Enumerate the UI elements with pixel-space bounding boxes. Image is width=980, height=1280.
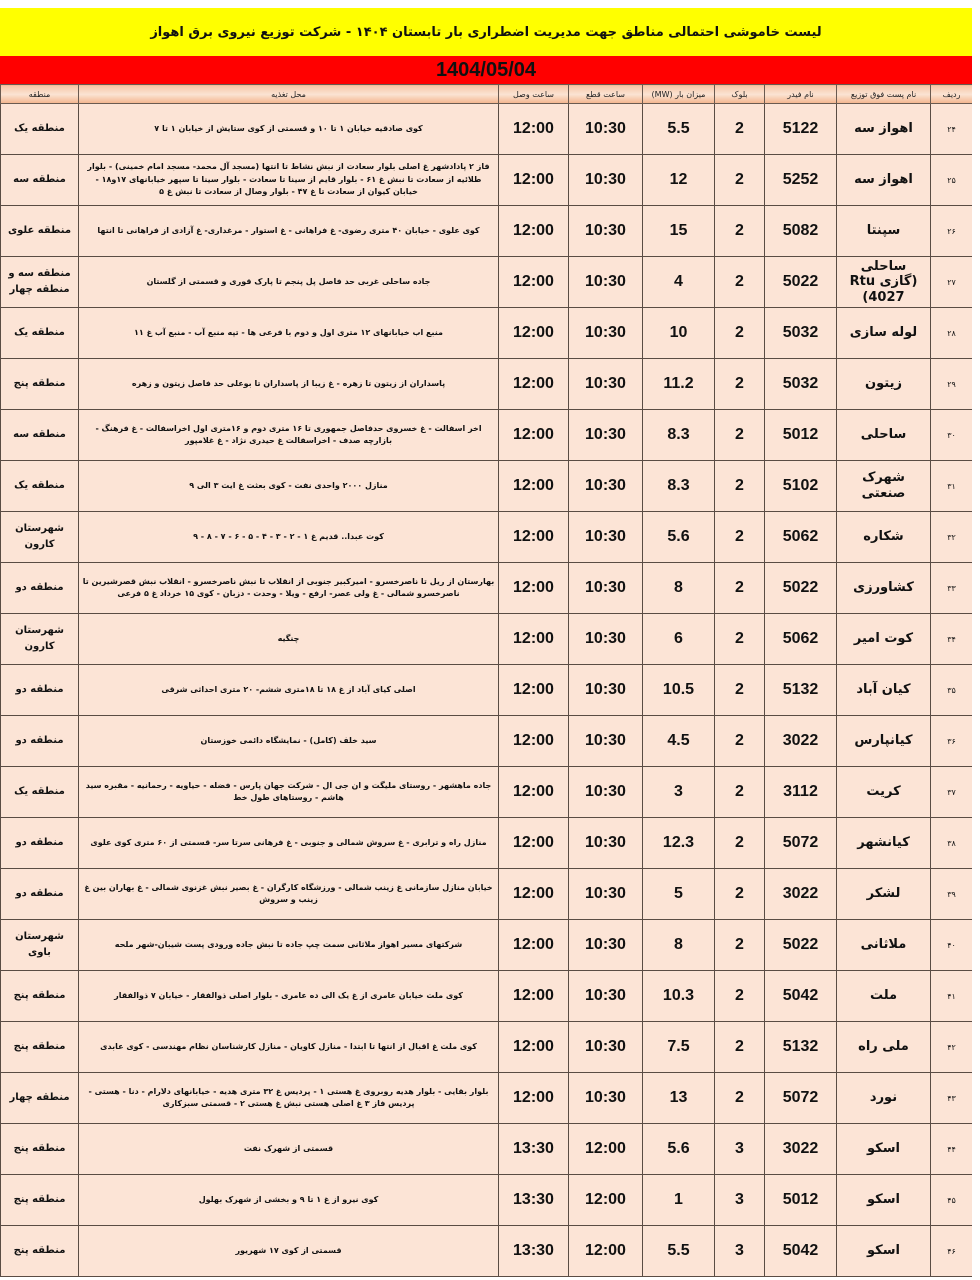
cut-time-cell: 10:30 xyxy=(569,1022,643,1073)
cut-time-cell: 10:30 xyxy=(569,206,643,257)
feeder-name-cell: 5132 xyxy=(765,1022,837,1073)
table-row xyxy=(1,104,973,155)
cut-time-cell: 10:30 xyxy=(569,767,643,818)
table-row xyxy=(1,359,973,410)
cut-time-cell: 12:00 xyxy=(569,1226,643,1277)
col-header-load: میزان بار (MW) xyxy=(643,85,715,104)
connect-time-cell: 12:00 xyxy=(499,461,569,512)
zone-name-cell: منطقه دو xyxy=(1,716,79,767)
table-row xyxy=(1,1022,973,1073)
zone-name-cell: منطقه پنج xyxy=(1,359,79,410)
block-number-cell: 3 xyxy=(715,1226,765,1277)
connect-time-cell: 12:00 xyxy=(499,665,569,716)
header-row xyxy=(1,85,973,104)
supply-location-cell: شرکتهای مسیر اهواز ملاثانی سمت چپ جاده تا نبش جاده ورودی پست شیبان-شهر ملحه xyxy=(79,920,499,971)
zone-name-cell: منطقه پنج xyxy=(1,1175,79,1226)
load-mw-cell: 15 xyxy=(643,206,715,257)
zone-name-cell: شهرستان کارون xyxy=(1,512,79,563)
cut-time-cell: 10:30 xyxy=(569,614,643,665)
load-mw-cell: 12.3 xyxy=(643,818,715,869)
substation-name-cell: کیانشهر xyxy=(837,818,931,869)
connect-time-cell: 12:00 xyxy=(499,1022,569,1073)
block-number-cell: 3 xyxy=(715,1124,765,1175)
table-row xyxy=(1,1073,973,1124)
zone-name-cell: منطقه چهار xyxy=(1,1073,79,1124)
substation-name-cell: کیانپارس xyxy=(837,716,931,767)
block-number-cell: 2 xyxy=(715,869,765,920)
row-number-cell: ۲۵ xyxy=(931,155,973,206)
substation-name-cell: اهواز سه xyxy=(837,155,931,206)
load-mw-cell: 10.5 xyxy=(643,665,715,716)
block-number-cell: 2 xyxy=(715,512,765,563)
supply-location-cell: قسمتی از شهرک نفت xyxy=(79,1124,499,1175)
connect-time-cell: 12:00 xyxy=(499,206,569,257)
substation-name-cell: لوله سازی xyxy=(837,308,931,359)
row-number-cell: ۴۵ xyxy=(931,1175,973,1226)
cut-time-cell: 10:30 xyxy=(569,257,643,308)
block-number-cell: 2 xyxy=(715,716,765,767)
row-number-cell: ۲۸ xyxy=(931,308,973,359)
supply-location-cell: اخر اسفالت - غ خسروی حدفاصل جمهوری تا ۱۶ متری دوم و ۱۶متری اول اخراسفالت - غ فرهنگ - بازارچه صدف - اخراسفالت غ حیدری نژاد - غ غلامپور xyxy=(79,410,499,461)
supply-location-cell: اصلی کیای آباد از غ ۱۸ تا ۱۸متری ششم- ۲۰ متری احداثی شرقی xyxy=(79,665,499,716)
row-number-cell: ۳۹ xyxy=(931,869,973,920)
supply-location-cell: کوی علوی - خیابان ۴۰ متری رضوی- غ فراهانی - غ استوار - مرغداری- غ آزادی از فراهانی تا انتها xyxy=(79,206,499,257)
zone-name-cell: منطقه دو xyxy=(1,869,79,920)
block-number-cell: 2 xyxy=(715,410,765,461)
cut-time-cell: 12:00 xyxy=(569,1175,643,1226)
supply-location-cell: کوی صادقیه خیابان ۱ تا ۱۰ و قسمتی از کوی ستایش از خیابان ۱ تا ۷ xyxy=(79,104,499,155)
table-row xyxy=(1,257,973,308)
substation-name-cell: کریت xyxy=(837,767,931,818)
supply-location-cell: جاده ماهشهر - روستای ملیگت و ان جی ال - شرکت جهان پارس - فضله - حیاویه - رحمانیه - مقبره سید هاشم - روستاهای طول خط xyxy=(79,767,499,818)
load-mw-cell: 5 xyxy=(643,869,715,920)
zone-name-cell: منطقه دو xyxy=(1,563,79,614)
block-number-cell: 2 xyxy=(715,665,765,716)
feeder-name-cell: 5252 xyxy=(765,155,837,206)
col-header-row-no: ردیف xyxy=(931,85,973,104)
page-title xyxy=(0,8,972,57)
block-number-cell: 2 xyxy=(715,563,765,614)
zone-name-cell: شهرستان کارون xyxy=(1,614,79,665)
feeder-name-cell: 5012 xyxy=(765,1175,837,1226)
col-header-cut-time: ساعت قطع xyxy=(569,85,643,104)
cut-time-cell: 10:30 xyxy=(569,155,643,206)
zone-name-cell: منطقه یک xyxy=(1,767,79,818)
cut-time-cell: 10:30 xyxy=(569,512,643,563)
zone-name-cell: منطقه پنج xyxy=(1,1124,79,1175)
table-row xyxy=(1,920,973,971)
block-number-cell: 2 xyxy=(715,461,765,512)
feeder-name-cell: 5122 xyxy=(765,104,837,155)
connect-time-cell: 12:00 xyxy=(499,614,569,665)
block-number-cell: 2 xyxy=(715,920,765,971)
cut-time-cell: 10:30 xyxy=(569,665,643,716)
connect-time-cell: 13:30 xyxy=(499,1175,569,1226)
cut-time-cell: 10:30 xyxy=(569,308,643,359)
load-mw-cell: 10.3 xyxy=(643,971,715,1022)
feeder-name-cell: 3022 xyxy=(765,869,837,920)
cut-time-cell: 10:30 xyxy=(569,716,643,767)
block-number-cell: 2 xyxy=(715,818,765,869)
table-row xyxy=(1,410,973,461)
feeder-name-cell: 5062 xyxy=(765,614,837,665)
zone-name-cell: منطقه سه xyxy=(1,410,79,461)
connect-time-cell: 12:00 xyxy=(499,359,569,410)
col-header-connect-time: ساعت وصل xyxy=(499,85,569,104)
col-header-zone: منطقه xyxy=(1,85,79,104)
connect-time-cell: 12:00 xyxy=(499,104,569,155)
feeder-name-cell: 5032 xyxy=(765,359,837,410)
load-mw-cell: 11.2 xyxy=(643,359,715,410)
block-number-cell: 2 xyxy=(715,971,765,1022)
supply-location-cell: بلوار بقایی - بلوار هدیه روبروی غ هستی ۱ - پردیس غ ۳۲ متری هدیه - خیابانهای دلارام - دنا - هستی - پردیس فاز ۳ غ اصلی هستی نبش غ هستی ۲ - قسمتی سبزکاری xyxy=(79,1073,499,1124)
load-mw-cell: 3 xyxy=(643,767,715,818)
load-mw-cell: 4 xyxy=(643,257,715,308)
supply-location-cell: بهارستان از ریل تا ناصرخسرو - امیرکبیر جنوبی از انقلاب تا نبش ناصرخسرو - انقلاب نبش قصرشیرین تا ناصرخسرو شمالی - غ ولی عصر- ارفع - ویلا - وحدت - دزبان - کوی ۱۵ خرداد غ ۵ فرعی xyxy=(79,563,499,614)
substation-name-cell: اهواز سه xyxy=(837,104,931,155)
row-number-cell: ۲۷ xyxy=(931,257,973,308)
row-number-cell: ۳۸ xyxy=(931,818,973,869)
feeder-name-cell: 3022 xyxy=(765,716,837,767)
cut-time-cell: 10:30 xyxy=(569,971,643,1022)
table-row xyxy=(1,461,973,512)
feeder-name-cell: 5042 xyxy=(765,1226,837,1277)
row-number-cell: ۳۴ xyxy=(931,614,973,665)
feeder-name-cell: 5022 xyxy=(765,920,837,971)
row-number-cell: ۲۴ xyxy=(931,104,973,155)
zone-name-cell: منطقه دو xyxy=(1,665,79,716)
col-header-location: محل تغذیه xyxy=(79,85,499,104)
load-mw-cell: 8 xyxy=(643,920,715,971)
zone-name-cell: منطقه یک xyxy=(1,461,79,512)
row-number-cell: ۴۲ xyxy=(931,1022,973,1073)
substation-name-cell: کوت امیر xyxy=(837,614,931,665)
zone-name-cell: منطقه یک xyxy=(1,104,79,155)
table-row xyxy=(1,563,973,614)
table-row xyxy=(1,818,973,869)
substation-name-cell: شکاره xyxy=(837,512,931,563)
row-number-cell: ۳۶ xyxy=(931,716,973,767)
supply-location-cell: کوی نیرو از غ ۱ تا ۹ و بخشی از شهرک بهلول xyxy=(79,1175,499,1226)
table-row xyxy=(1,1226,973,1277)
connect-time-cell: 13:30 xyxy=(499,1124,569,1175)
table-row xyxy=(1,1124,973,1175)
table-row xyxy=(1,206,973,257)
feeder-name-cell: 5072 xyxy=(765,818,837,869)
cut-time-cell: 10:30 xyxy=(569,818,643,869)
substation-name-cell: لشکر xyxy=(837,869,931,920)
supply-location-cell: کوت عبدا.. قدیم غ ۱ - ۲ - ۳ - ۴ - ۵ - ۶ - ۷ - ۸ - ۹ xyxy=(79,512,499,563)
load-mw-cell: 8 xyxy=(643,563,715,614)
supply-location-cell: پاسداران از زیتون تا زهره - غ زیبا از پاسداران تا بوعلی حد فاصل زیتون و زهره xyxy=(79,359,499,410)
block-number-cell: 2 xyxy=(715,767,765,818)
col-header-feeder: نام فیدر xyxy=(765,85,837,104)
feeder-name-cell: 3112 xyxy=(765,767,837,818)
connect-time-cell: 12:00 xyxy=(499,920,569,971)
block-number-cell: 2 xyxy=(715,308,765,359)
row-number-cell: ۴۴ xyxy=(931,1124,973,1175)
connect-time-cell: 12:00 xyxy=(499,155,569,206)
row-number-cell: ۴۱ xyxy=(931,971,973,1022)
load-mw-cell: 10 xyxy=(643,308,715,359)
supply-location-cell: منازل راه و ترابری - غ سروش شمالی و جنوبی - غ فرهانی سرتا سر- قسمتی از ۶۰ متری کوی علوی xyxy=(79,818,499,869)
feeder-name-cell: 3022 xyxy=(765,1124,837,1175)
feeder-name-cell: 5132 xyxy=(765,665,837,716)
substation-name-cell: اسکو xyxy=(837,1124,931,1175)
row-number-cell: ۲۶ xyxy=(931,206,973,257)
substation-name-cell: ملاثانی xyxy=(837,920,931,971)
supply-location-cell: منازل ۲۰۰۰ واحدی نفت - کوی بعثت غ ایت ۳ الی ۹ xyxy=(79,461,499,512)
substation-name-cell: ساحلی (گازی Rtu 4027) xyxy=(837,257,931,308)
zone-name-cell: منطقه یک xyxy=(1,308,79,359)
load-mw-cell: 7.5 xyxy=(643,1022,715,1073)
zone-name-cell: منطقه علوی xyxy=(1,206,79,257)
load-mw-cell: 8.3 xyxy=(643,410,715,461)
row-number-cell: ۳۵ xyxy=(931,665,973,716)
zone-name-cell: منطقه پنج xyxy=(1,1226,79,1277)
zone-name-cell: شهرستان باوی xyxy=(1,920,79,971)
page-margin xyxy=(972,8,980,1280)
supply-location-cell: خیابان منازل سازمانی غ زینب شمالی - ورزشگاه کارگران - غ بصیر نبش غزنوی شمالی - غ بهاران بین غ زینب و سروش xyxy=(79,869,499,920)
block-number-cell: 2 xyxy=(715,257,765,308)
block-number-cell: 2 xyxy=(715,614,765,665)
connect-time-cell: 12:00 xyxy=(499,1073,569,1124)
connect-time-cell: 13:30 xyxy=(499,1226,569,1277)
row-number-cell: ۲۹ xyxy=(931,359,973,410)
load-mw-cell: 12 xyxy=(643,155,715,206)
row-number-cell: ۳۱ xyxy=(931,461,973,512)
connect-time-cell: 12:00 xyxy=(499,512,569,563)
block-number-cell: 2 xyxy=(715,1073,765,1124)
supply-location-cell: کوی ملت غ اقبال از انتها تا ابتدا - منازل کاویان - منازل کارشناسان نظام مهندسی - کوی عابدی xyxy=(79,1022,499,1073)
col-header-block: بلوک xyxy=(715,85,765,104)
row-number-cell: ۴۳ xyxy=(931,1073,973,1124)
substation-name-cell: سپنتا xyxy=(837,206,931,257)
date-text: 1404/05/04 xyxy=(435,58,537,81)
connect-time-cell: 12:00 xyxy=(499,971,569,1022)
zone-name-cell: منطقه سه و منطقه چهار xyxy=(1,257,79,308)
date-banner xyxy=(0,56,972,84)
col-header-substation: نام پست فوق توزیع xyxy=(837,85,931,104)
substation-name-cell: ساحلی xyxy=(837,410,931,461)
connect-time-cell: 12:00 xyxy=(499,767,569,818)
table-row xyxy=(1,869,973,920)
supply-location-cell: چنگیه xyxy=(79,614,499,665)
feeder-name-cell: 5012 xyxy=(765,410,837,461)
table-row xyxy=(1,767,973,818)
connect-time-cell: 12:00 xyxy=(499,818,569,869)
substation-name-cell: شهرک صنعتی xyxy=(837,461,931,512)
cut-time-cell: 10:30 xyxy=(569,869,643,920)
feeder-name-cell: 5062 xyxy=(765,512,837,563)
cut-time-cell: 10:30 xyxy=(569,104,643,155)
connect-time-cell: 12:00 xyxy=(499,716,569,767)
table-row xyxy=(1,614,973,665)
row-number-cell: ۳۳ xyxy=(931,563,973,614)
cut-time-cell: 10:30 xyxy=(569,359,643,410)
table-row xyxy=(1,1175,973,1226)
table-row xyxy=(1,971,973,1022)
zone-name-cell: منطقه سه xyxy=(1,155,79,206)
row-number-cell: ۴۰ xyxy=(931,920,973,971)
supply-location-cell: قسمتی از کوی ۱۷ شهریور xyxy=(79,1226,499,1277)
table-row xyxy=(1,665,973,716)
load-mw-cell: 8.3 xyxy=(643,461,715,512)
feeder-name-cell: 5022 xyxy=(765,257,837,308)
cut-time-cell: 10:30 xyxy=(569,563,643,614)
block-number-cell: 2 xyxy=(715,155,765,206)
row-number-cell: ۳۷ xyxy=(931,767,973,818)
table-row xyxy=(1,155,973,206)
load-mw-cell: 5.5 xyxy=(643,104,715,155)
block-number-cell: 3 xyxy=(715,1175,765,1226)
substation-name-cell: اسکو xyxy=(837,1175,931,1226)
substation-name-cell: کیان آباد xyxy=(837,665,931,716)
block-number-cell: 2 xyxy=(715,206,765,257)
substation-name-cell: نورد xyxy=(837,1073,931,1124)
feeder-name-cell: 5032 xyxy=(765,308,837,359)
load-mw-cell: 5.6 xyxy=(643,1124,715,1175)
supply-location-cell: فاز ۲ پادادشهر غ اصلی بلوار سعادت از نبش نشاط تا انتها (مسجد آل محمد- مسجد امام خمینی) - بلوار طلائیه از سعادت تا نبش غ ۶۱ - بلوار قایم از سینا تا سعادت - بلوار سینا تا سپهر خیابانهای ۱۷و۱۸ - خیابان کیوان از سعادت تا غ ۴۷ - بلوار وصال از سعادت تا نبش غ ۵ xyxy=(79,155,499,206)
substation-name-cell: کشاورزی xyxy=(837,563,931,614)
title-text: لیست خاموشی احتمالی مناطق جهت مدیریت اضطراری بار تابستان ۱۴۰۴ - شرکت توزیع نیروی برق اهواز xyxy=(150,24,822,40)
cut-time-cell: 12:00 xyxy=(569,1124,643,1175)
row-number-cell: ۴۶ xyxy=(931,1226,973,1277)
zone-name-cell: منطقه پنج xyxy=(1,1022,79,1073)
table-row xyxy=(1,716,973,767)
cut-time-cell: 10:30 xyxy=(569,1073,643,1124)
substation-name-cell: ملت xyxy=(837,971,931,1022)
load-mw-cell: 5.5 xyxy=(643,1226,715,1277)
supply-location-cell: جاده ساحلی غربی حد فاصل پل پنجم تا پارک قوری و قسمتی از گلستان xyxy=(79,257,499,308)
load-mw-cell: 13 xyxy=(643,1073,715,1124)
substation-name-cell: اسکو xyxy=(837,1226,931,1277)
cut-time-cell: 10:30 xyxy=(569,461,643,512)
connect-time-cell: 12:00 xyxy=(499,257,569,308)
block-number-cell: 2 xyxy=(715,104,765,155)
supply-location-cell: سید خلف (کامل) - نمایشگاه دائمی خوزستان xyxy=(79,716,499,767)
substation-name-cell: زیتون xyxy=(837,359,931,410)
row-number-cell: ۳۰ xyxy=(931,410,973,461)
connect-time-cell: 12:00 xyxy=(499,869,569,920)
connect-time-cell: 12:00 xyxy=(499,563,569,614)
block-number-cell: 2 xyxy=(715,1022,765,1073)
feeder-name-cell: 5042 xyxy=(765,971,837,1022)
load-mw-cell: 6 xyxy=(643,614,715,665)
substation-name-cell: ملی راه xyxy=(837,1022,931,1073)
block-number-cell: 2 xyxy=(715,359,765,410)
load-mw-cell: 1 xyxy=(643,1175,715,1226)
zone-name-cell: منطقه دو xyxy=(1,818,79,869)
feeder-name-cell: 5072 xyxy=(765,1073,837,1124)
cut-time-cell: 10:30 xyxy=(569,920,643,971)
zone-name-cell: منطقه پنج xyxy=(1,971,79,1022)
table-row xyxy=(1,512,973,563)
feeder-name-cell: 5022 xyxy=(765,563,837,614)
table-row xyxy=(1,308,973,359)
supply-location-cell: منبع اب خیابانهای ۱۲ متری اول و دوم با فرعی ها - تپه منبع آب - منبع آب غ ۱۱ xyxy=(79,308,499,359)
load-mw-cell: 4.5 xyxy=(643,716,715,767)
supply-location-cell: کوی ملت خیابان عامری از غ یک الی ده عامری - بلوار اصلی ذوالفقار - خیابان ۷ ذوالفقار xyxy=(79,971,499,1022)
row-number-cell: ۳۲ xyxy=(931,512,973,563)
load-mw-cell: 5.6 xyxy=(643,512,715,563)
outage-schedule-table xyxy=(0,84,973,1277)
connect-time-cell: 12:00 xyxy=(499,308,569,359)
feeder-name-cell: 5102 xyxy=(765,461,837,512)
connect-time-cell: 12:00 xyxy=(499,410,569,461)
feeder-name-cell: 5082 xyxy=(765,206,837,257)
cut-time-cell: 10:30 xyxy=(569,410,643,461)
